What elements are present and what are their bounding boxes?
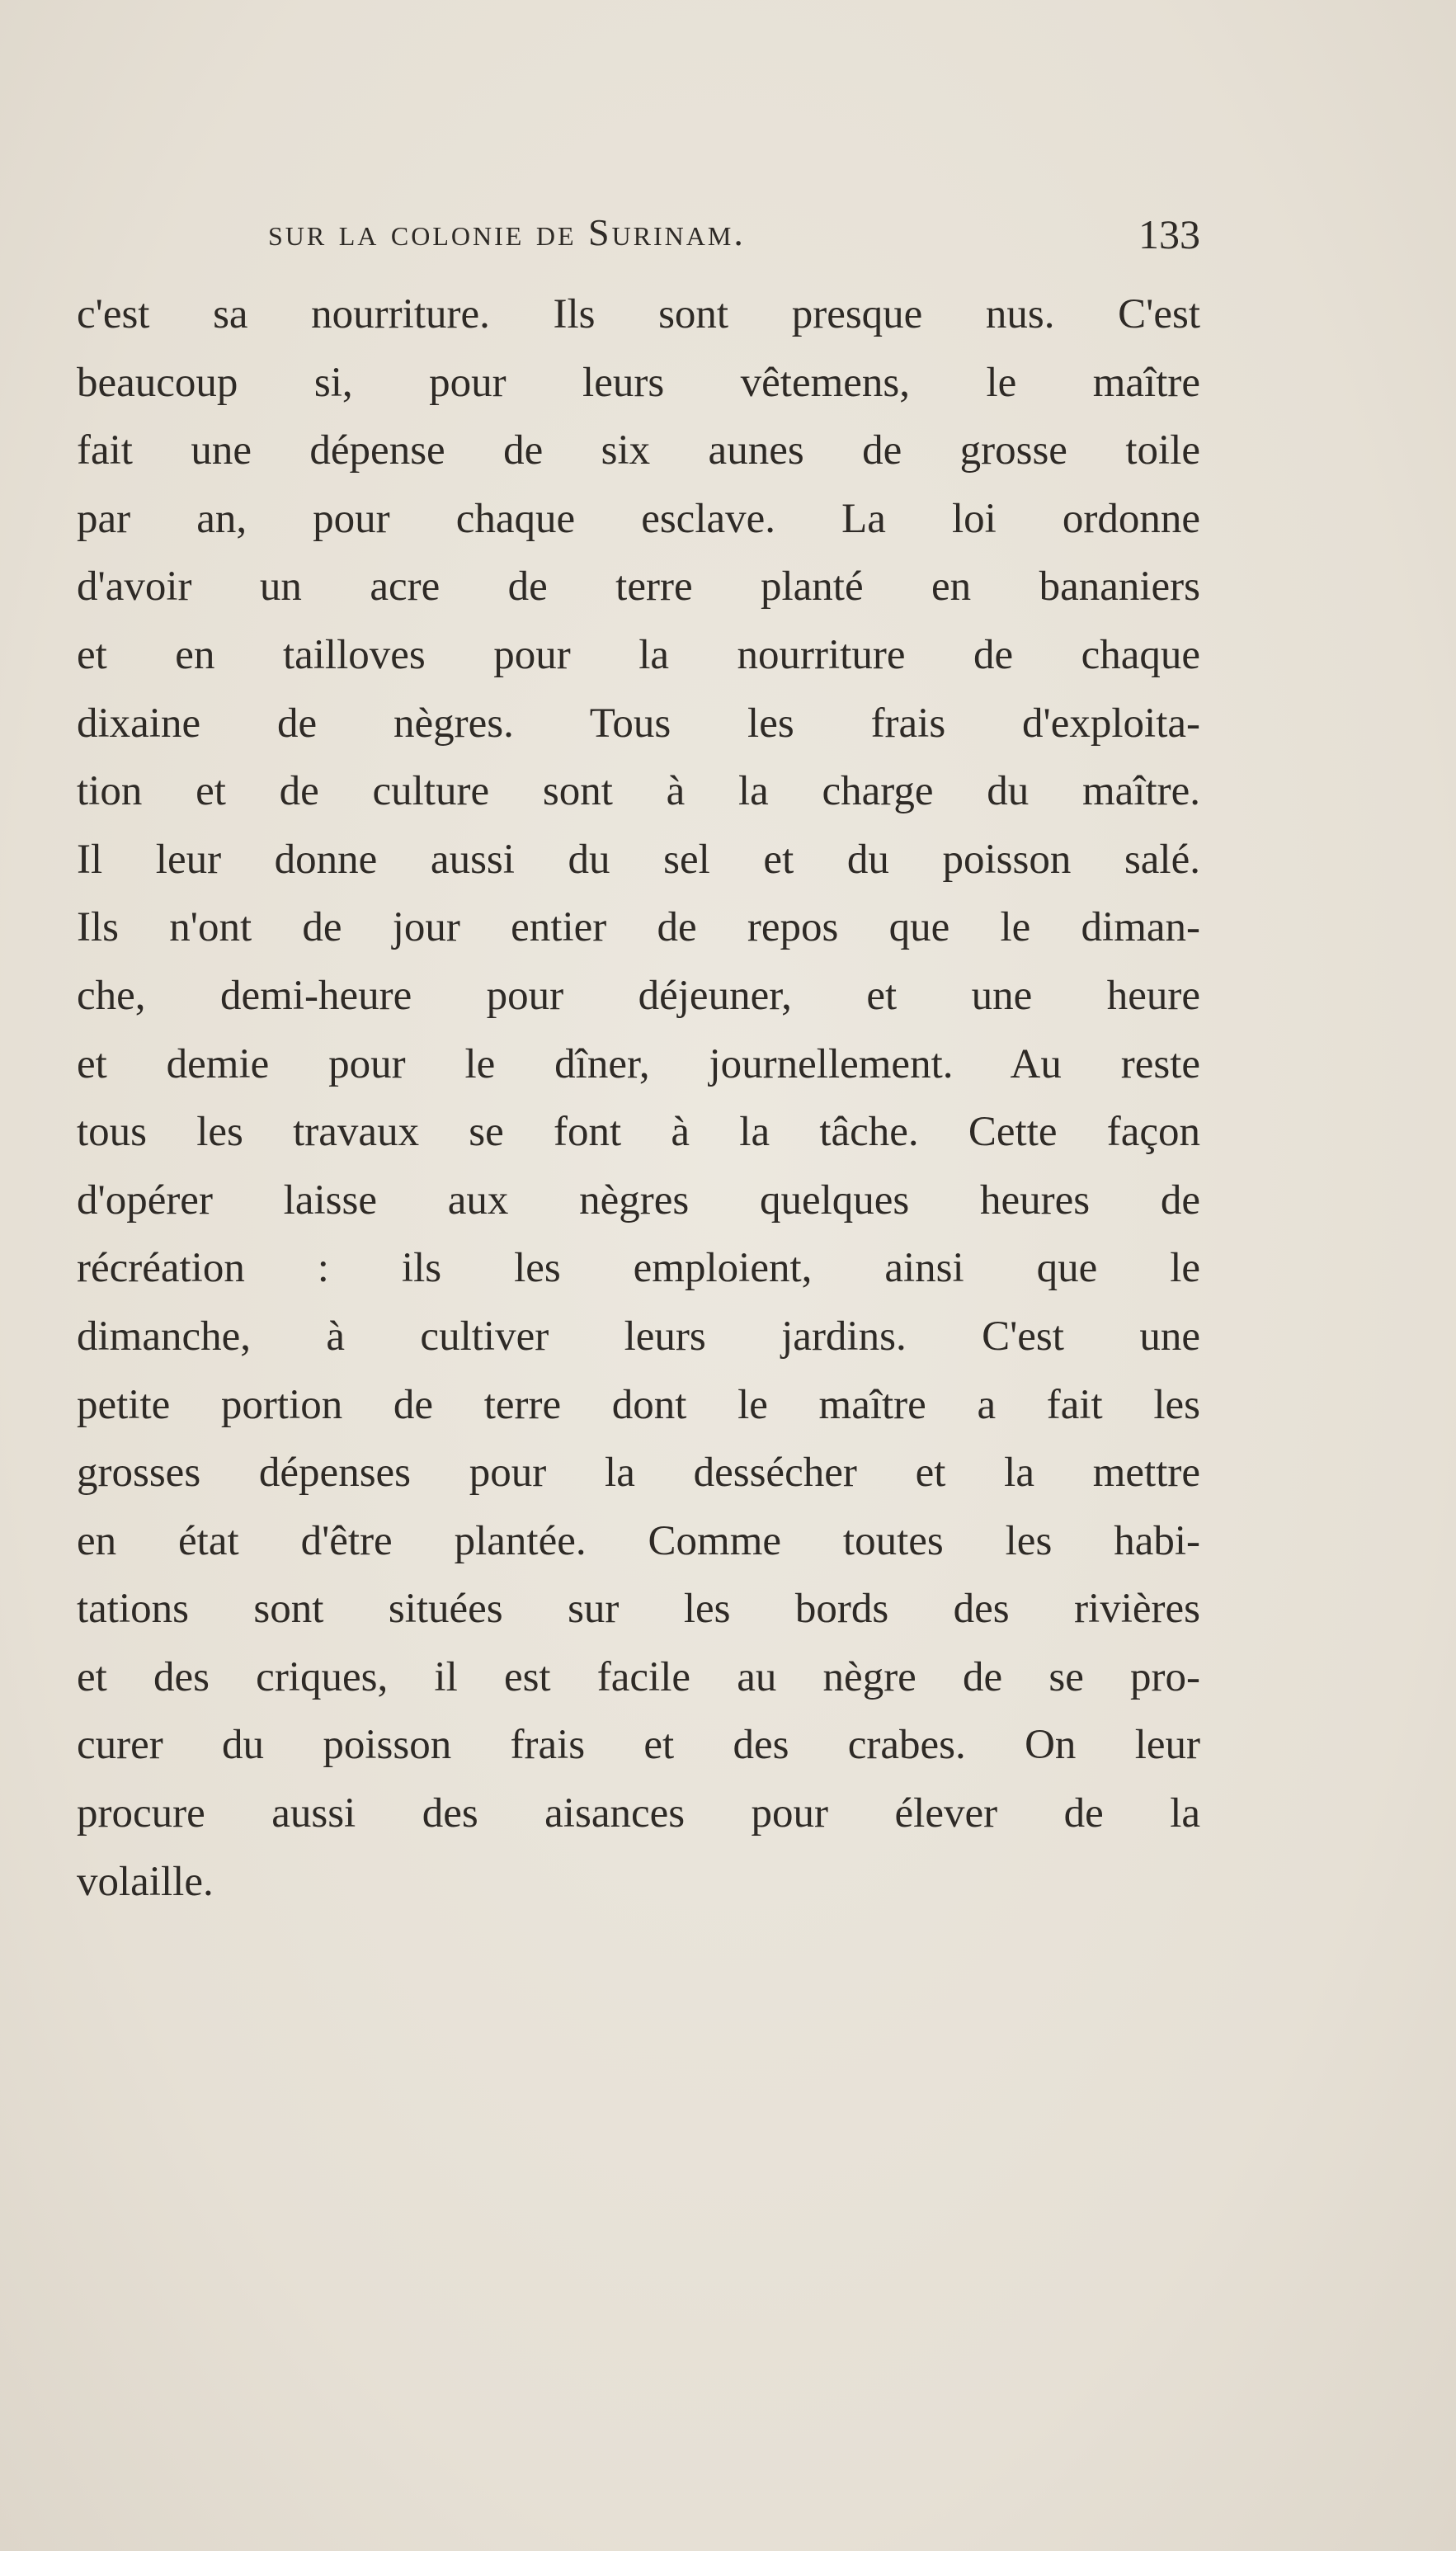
page-number: 133 <box>1138 211 1200 257</box>
text-line: beaucoup si, pour leurs vêtemens, le maître <box>77 359 1200 406</box>
text-line: Il leur donne aussi du sel et du poisson salé. <box>77 836 1200 883</box>
text-line: dimanche, à cultiver leurs jardins. C'est une <box>77 1313 1200 1360</box>
text-line: tion et de culture sont à la charge du maître. <box>77 768 1200 815</box>
text-line: fait une dépense de six aunes de grosse toile <box>77 427 1200 474</box>
text-line: tations sont situées sur les bords des rivières <box>77 1586 1200 1633</box>
text-line: et des criques, il est facile au nègre de se pro- <box>77 1653 1200 1700</box>
text-line: d'avoir un acre de terre planté en bananiers <box>77 563 1200 611</box>
text-line: dixaine de nègres. Tous les frais d'exploita- <box>77 700 1200 747</box>
text-line: procure aussi des aisances pour élever de la <box>77 1790 1200 1837</box>
body-text <box>77 281 1200 1916</box>
text-line: récréation : ils les emploient, ainsi que le <box>77 1245 1200 1292</box>
text-line: d'opérer laisse aux nègres quelques heures de <box>77 1176 1200 1224</box>
running-head-title: sur la colonie de Surinam. <box>268 211 746 253</box>
text-line: en état d'être plantée. Comme toutes les habi- <box>77 1517 1200 1564</box>
running-head <box>268 210 1200 260</box>
text-line: et demie pour le dîner, journellement. Au reste <box>77 1040 1200 1087</box>
text-line: tous les travaux se font à la tâche. Cette façon <box>77 1109 1200 1156</box>
text-line: curer du poisson frais et des crabes. On leur <box>77 1722 1200 1769</box>
text-line: grosses dépenses pour la dessécher et la mettre <box>77 1450 1200 1497</box>
text-line: volaille. <box>77 1858 214 1905</box>
text-line: par an, pour chaque esclave. La loi ordonne <box>77 495 1200 542</box>
text-line: che, demi-heure pour déjeuner, et une heure <box>77 972 1200 1019</box>
text-line: et en tailloves pour la nourriture de chaque <box>77 631 1200 678</box>
text-line: c'est sa nourriture. Ils sont presque nus. C'est <box>77 291 1200 337</box>
text-line: petite portion de terre dont le maître a fait les <box>77 1381 1200 1428</box>
text-line: Ils n'ont de jour entier de repos que le diman- <box>77 904 1200 951</box>
